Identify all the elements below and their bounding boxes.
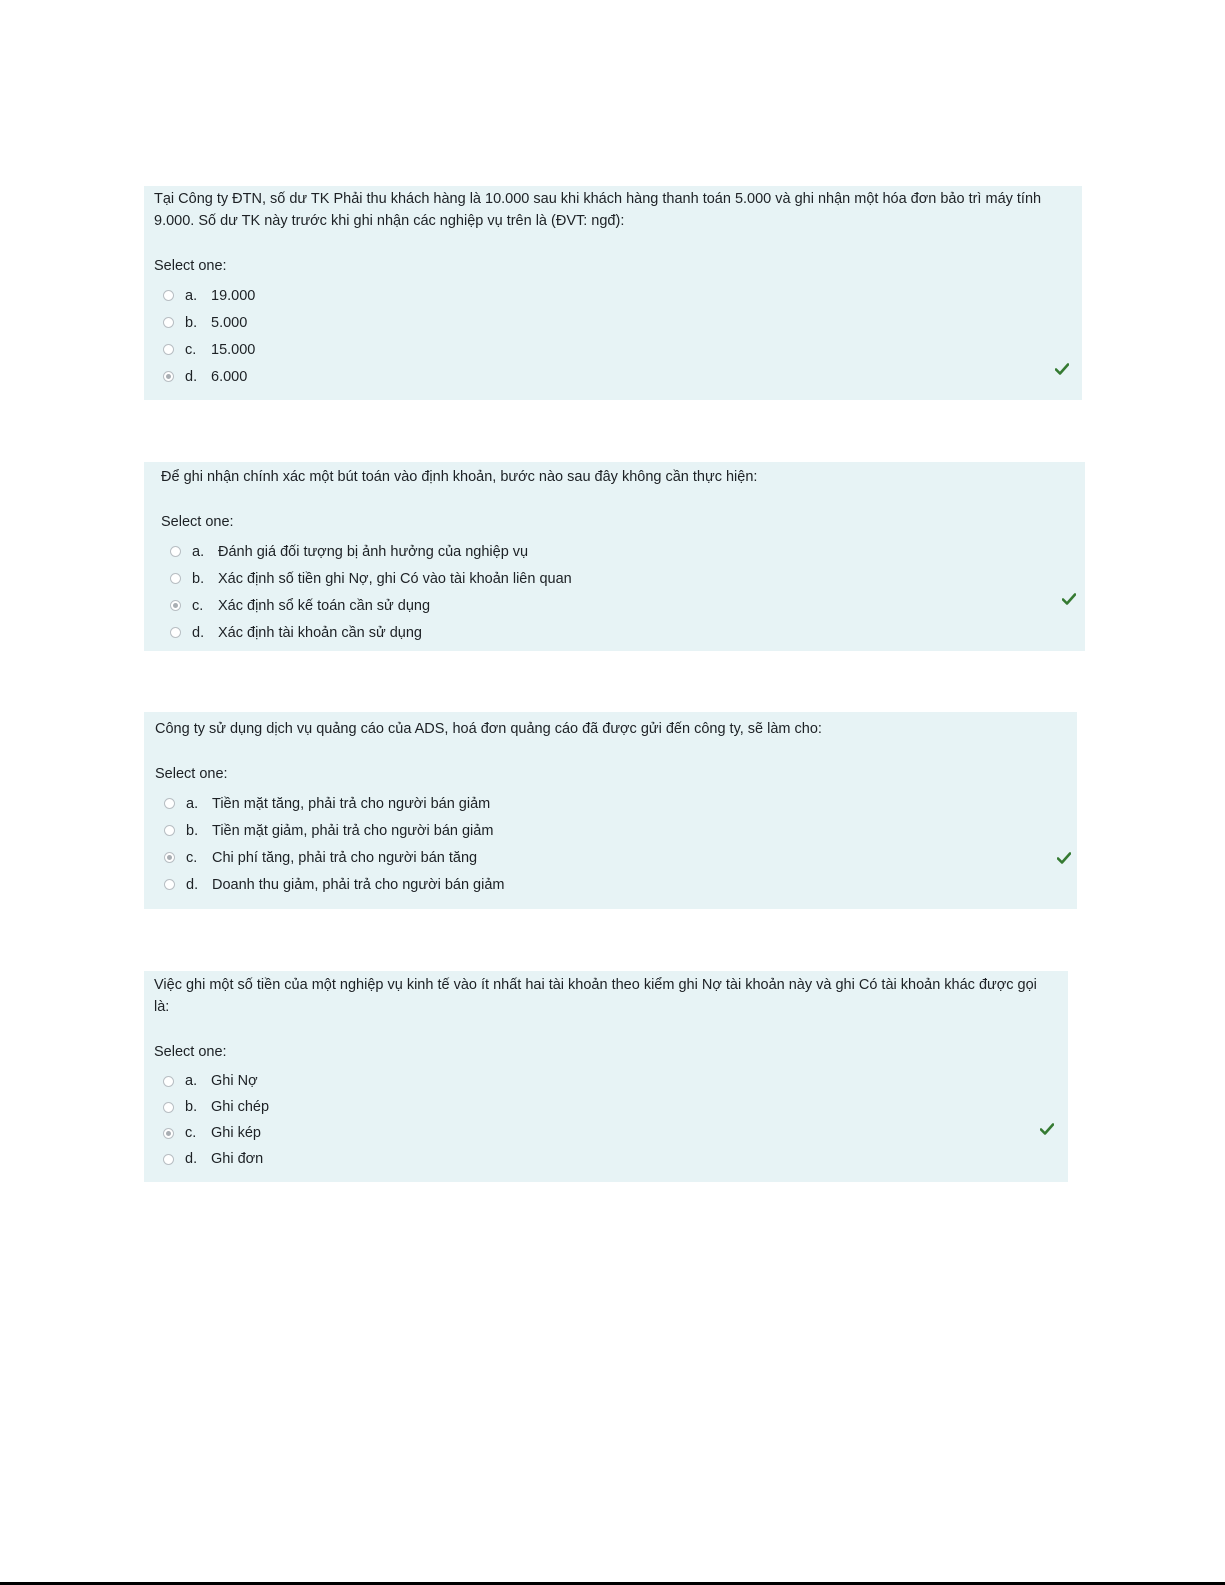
check-icon	[1055, 363, 1069, 375]
radio-button-selected[interactable]	[163, 1128, 174, 1139]
question-card-3	[144, 712, 1077, 909]
option-d[interactable]	[154, 1146, 1056, 1172]
question-text: Tại Công ty ĐTN, số dư TK Phải thu khách hàng là 10.000 sau khi khách hàng thanh toán 5.000 và ghi nhận một hóa đơn bảo trì máy tính 9.000. Số dư TK này trước khi ghi nhận các nghiệp vụ trên là (ĐVT: ngđ):	[154, 191, 1042, 229]
option-text: Ghi chép	[211, 1099, 270, 1115]
question-text: Để ghi nhận chính xác một bút toán vào định khoản, bước nào sau đây không cần thực hiện:	[161, 469, 758, 485]
option-letter: a.	[186, 795, 199, 812]
option-d[interactable]	[155, 871, 1067, 898]
option-d[interactable]	[161, 619, 1075, 646]
option-letter: d.	[186, 876, 199, 893]
option-text: Xác định số tiền ghi Nợ, ghi Có vào tài khoản liên quan	[218, 570, 572, 587]
check-icon	[1040, 1123, 1054, 1135]
option-c[interactable]	[155, 844, 1067, 871]
radio-button[interactable]	[163, 290, 174, 301]
option-a[interactable]	[154, 282, 1072, 309]
option-text: Xác định sổ kế toán cần sử dụng	[218, 597, 431, 614]
radio-button-selected[interactable]	[164, 852, 175, 863]
option-text: Chi phí tăng, phải trả cho người bán tăng	[212, 849, 478, 866]
select-one-label: Select one:	[154, 258, 227, 274]
radio-button[interactable]	[163, 317, 174, 328]
select-one-label: Select one:	[154, 1044, 227, 1060]
option-b[interactable]	[154, 1094, 1056, 1120]
option-a[interactable]	[154, 1068, 1056, 1094]
option-b[interactable]	[161, 565, 1075, 592]
radio-button[interactable]	[163, 344, 174, 355]
option-text: Ghi kép	[211, 1125, 261, 1141]
question-text: Việc ghi một số tiền của một nghiệp vụ kinh tế vào ít nhất hai tài khoản theo kiểm ghi Nợ tài khoản này và ghi Có tài khoản khác được gọi là:	[154, 977, 1037, 1015]
option-text: 19.000	[211, 287, 256, 304]
option-letter: d.	[185, 1151, 198, 1167]
option-text: Xác định tài khoản cần sử dụng	[218, 624, 422, 641]
option-letter: b.	[185, 314, 198, 331]
option-text: Tiền mặt tăng, phải trả cho người bán giảm	[212, 795, 491, 812]
radio-button[interactable]	[164, 798, 175, 809]
option-letter: b.	[185, 1099, 198, 1115]
option-letter: c.	[192, 597, 204, 614]
option-b[interactable]	[155, 817, 1067, 844]
radio-button[interactable]	[164, 825, 175, 836]
radio-button[interactable]	[170, 627, 181, 638]
check-icon	[1062, 593, 1076, 605]
option-letter: a.	[185, 287, 198, 304]
radio-button[interactable]	[170, 573, 181, 584]
radio-button[interactable]	[163, 1076, 174, 1087]
question-card-2	[144, 462, 1085, 651]
radio-button[interactable]	[164, 879, 175, 890]
option-text: Đánh giá đối tượng bị ảnh hưởng của nghiệp vụ	[218, 543, 529, 560]
option-letter: c.	[185, 1125, 197, 1141]
radio-button[interactable]	[170, 546, 181, 557]
option-text: Tiền mặt giảm, phải trả cho người bán giảm	[212, 822, 494, 839]
option-d[interactable]	[154, 363, 1072, 390]
option-text: Ghi đơn	[211, 1151, 264, 1167]
question-card-1	[144, 186, 1082, 400]
check-icon	[1057, 852, 1071, 864]
option-letter: d.	[192, 624, 205, 641]
option-letter: c.	[186, 849, 198, 866]
option-letter: d.	[185, 368, 198, 385]
option-c[interactable]	[154, 336, 1072, 363]
radio-button[interactable]	[163, 1102, 174, 1113]
option-text: 5.000	[211, 314, 248, 331]
question-text: Công ty sử dụng dịch vụ quảng cáo của ADS, hoá đơn quảng cáo đã được gửi đến công ty, sẽ làm cho:	[155, 721, 822, 737]
option-text: Ghi Nợ	[211, 1073, 258, 1089]
option-letter: b.	[192, 570, 205, 587]
option-c[interactable]	[161, 592, 1075, 619]
option-letter: a.	[192, 543, 205, 560]
option-b[interactable]	[154, 309, 1072, 336]
question-card-4	[144, 971, 1068, 1182]
option-letter: a.	[185, 1073, 198, 1089]
radio-button-selected[interactable]	[163, 371, 174, 382]
option-letter: c.	[185, 341, 197, 358]
radio-button-selected[interactable]	[170, 600, 181, 611]
option-text: 6.000	[211, 368, 248, 385]
option-text: 15.000	[211, 341, 256, 358]
option-c[interactable]	[154, 1120, 1056, 1146]
select-one-label: Select one:	[155, 766, 228, 782]
select-one-label: Select one:	[161, 514, 234, 530]
radio-button[interactable]	[163, 1154, 174, 1165]
option-letter: b.	[186, 822, 199, 839]
option-a[interactable]	[155, 790, 1067, 817]
option-text: Doanh thu giảm, phải trả cho người bán giảm	[212, 876, 505, 893]
option-a[interactable]	[161, 538, 1075, 565]
